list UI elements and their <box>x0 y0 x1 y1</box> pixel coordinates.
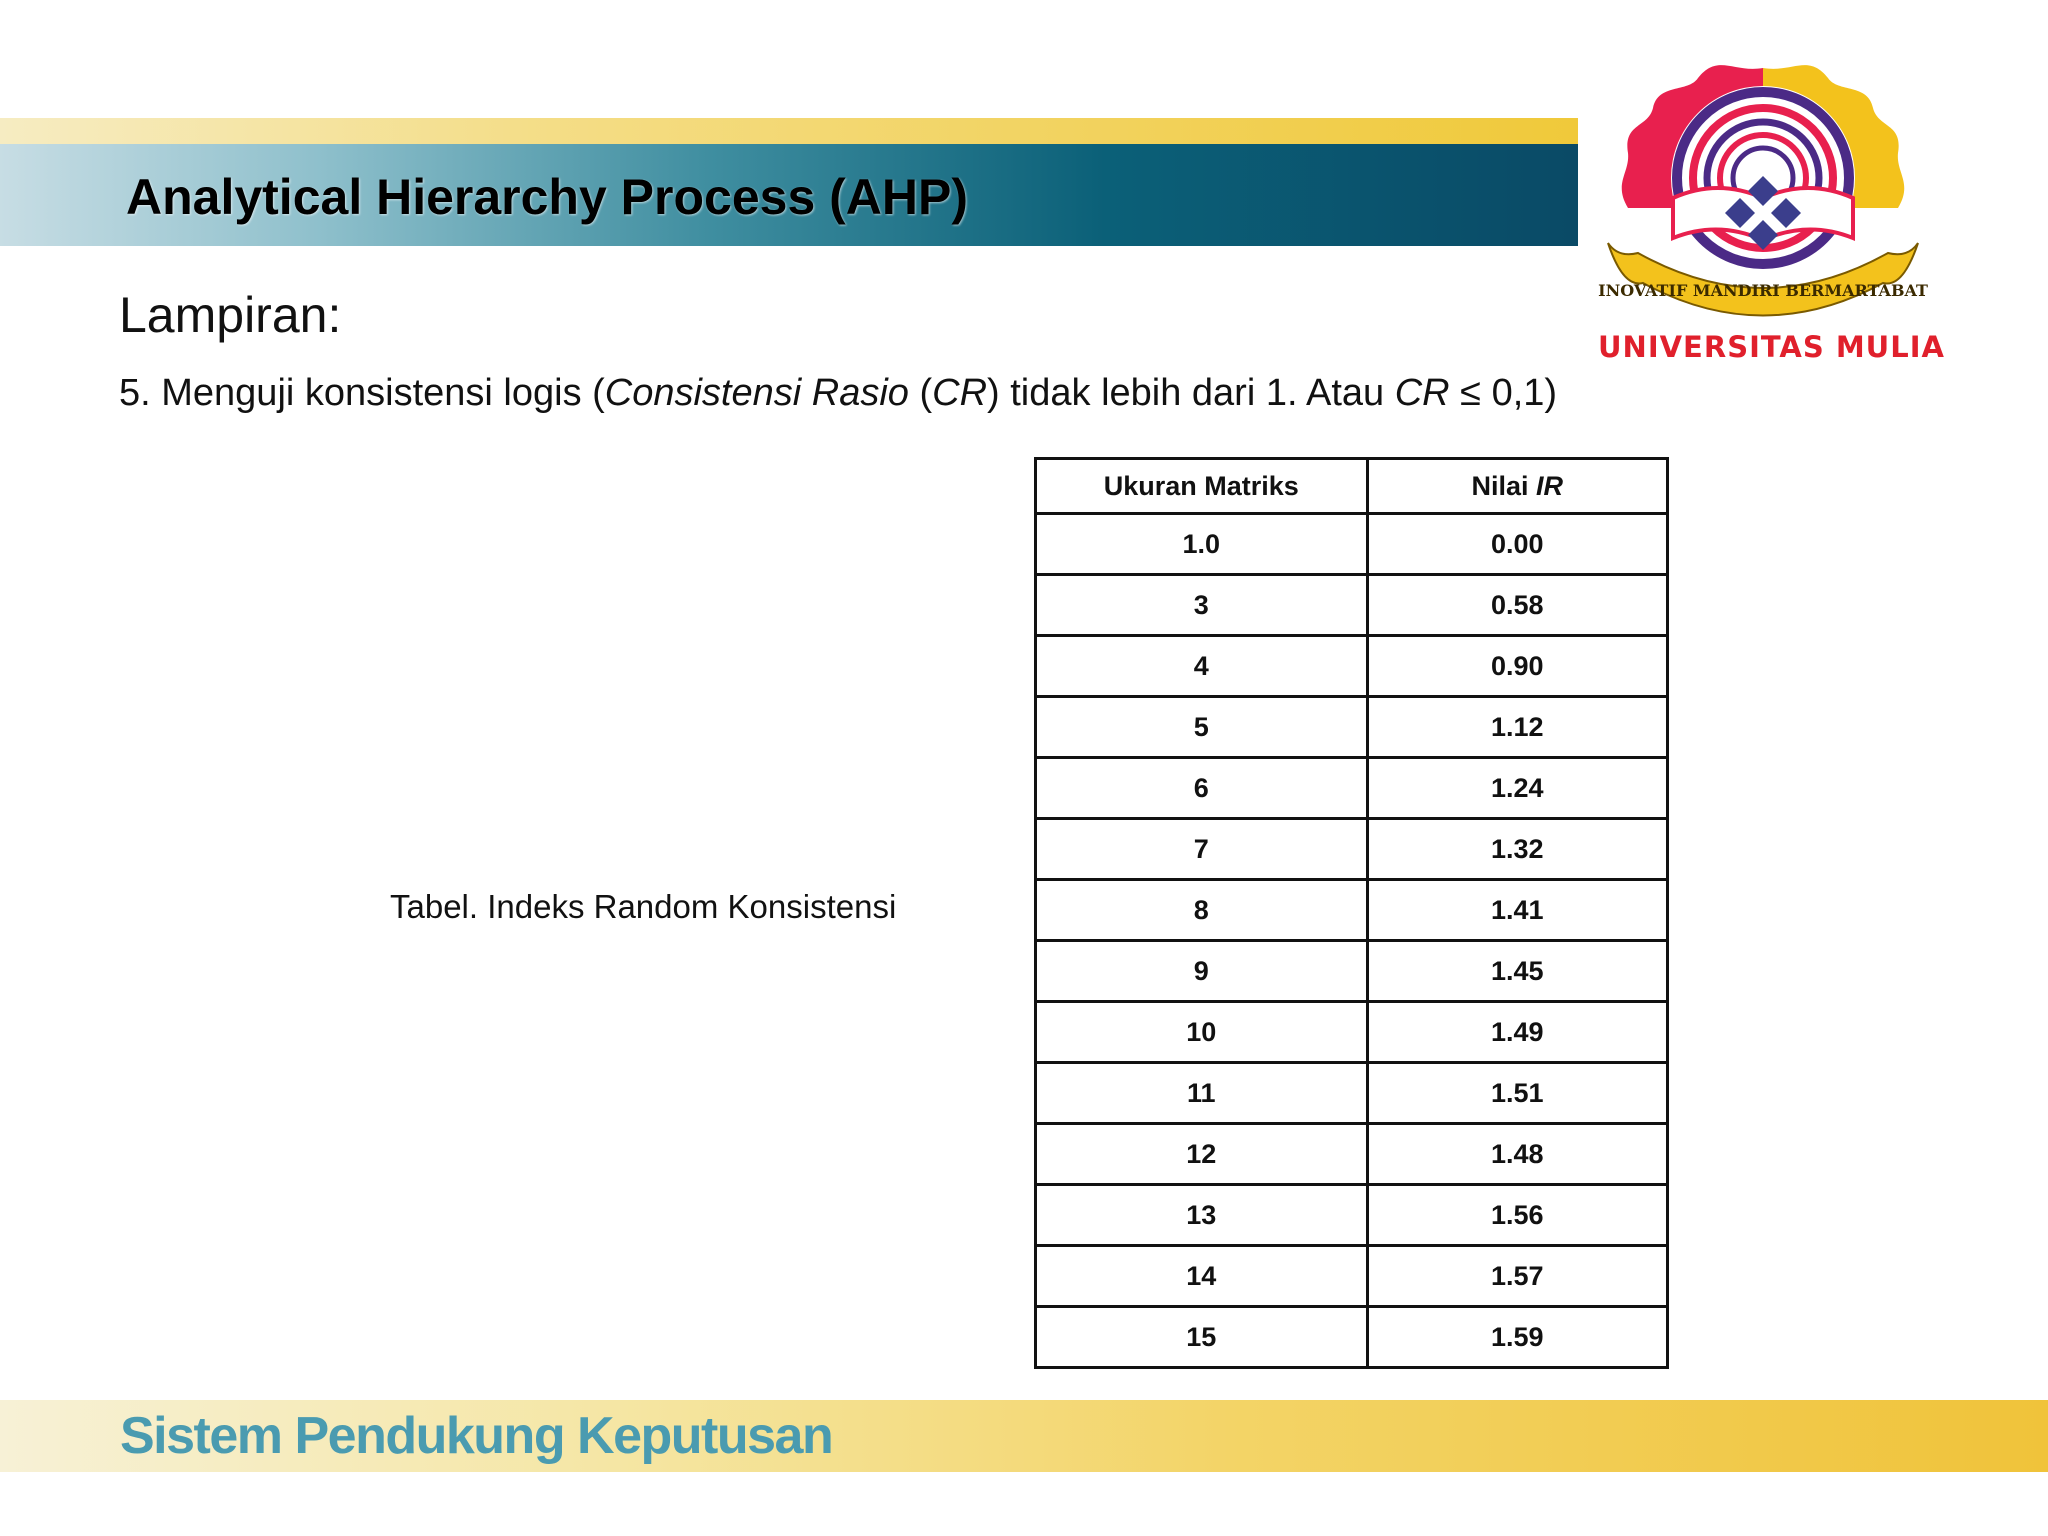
cell-size: 9 <box>1036 941 1368 1002</box>
cell-size: 10 <box>1036 1002 1368 1063</box>
cell-ir: 1.56 <box>1367 1185 1667 1246</box>
footer-title: Sistem Pendukung Keputusan <box>120 1407 833 1465</box>
header-gold-strip <box>0 118 1578 144</box>
table-row <box>1036 1124 1668 1185</box>
point-mid1: ( <box>908 372 933 414</box>
point-term: Consistensi Rasio <box>604 372 909 414</box>
table-row <box>1036 1002 1668 1063</box>
header-nilai-label: Nilai <box>1471 470 1537 501</box>
table-row <box>1036 1063 1668 1124</box>
cell-size: 14 <box>1036 1246 1368 1307</box>
university-emblem-icon <box>1598 48 1928 328</box>
cell-ir: 1.59 <box>1367 1307 1667 1368</box>
point-suffix: ≤ 0,1) <box>1449 372 1558 414</box>
cell-size: 8 <box>1036 880 1368 941</box>
university-name: UNIVERSITAS MULIA <box>1598 330 1945 364</box>
cell-ir: 1.51 <box>1367 1063 1667 1124</box>
table-header-row <box>1036 459 1668 514</box>
cell-ir: 1.57 <box>1367 1246 1667 1307</box>
cell-ir: 1.41 <box>1367 880 1667 941</box>
table-row <box>1036 1246 1668 1307</box>
page-title: Analytical Hierarchy Process (AHP) <box>126 169 969 225</box>
cell-ir: 0.00 <box>1367 514 1667 575</box>
footer-band <box>0 1400 2048 1472</box>
cell-ir: 1.49 <box>1367 1002 1667 1063</box>
cell-size: 13 <box>1036 1185 1368 1246</box>
table-row <box>1036 636 1668 697</box>
table-row <box>1036 697 1668 758</box>
cell-ir: 1.32 <box>1367 819 1667 880</box>
table-row <box>1036 941 1668 1002</box>
cell-ir: 1.48 <box>1367 1124 1667 1185</box>
header-nilai-ir <box>1367 459 1667 514</box>
header-ir-var: IR <box>1536 470 1564 501</box>
cell-size: 5 <box>1036 697 1368 758</box>
table-row <box>1036 880 1668 941</box>
point-prefix: 5. Menguji konsistensi logis ( <box>119 372 605 414</box>
table-row <box>1036 1307 1668 1368</box>
university-logo <box>1598 48 1945 368</box>
point-abbr2: CR <box>1394 372 1450 414</box>
table-row <box>1036 514 1668 575</box>
random-index-table <box>1034 457 1669 1369</box>
cell-size: 7 <box>1036 819 1368 880</box>
point-text <box>119 372 1557 415</box>
cell-size: 12 <box>1036 1124 1368 1185</box>
cell-ir: 0.90 <box>1367 636 1667 697</box>
cell-ir: 1.45 <box>1367 941 1667 1002</box>
table-caption: Tabel. Indeks Random Konsistensi <box>390 888 897 925</box>
table-row <box>1036 1185 1668 1246</box>
table-row <box>1036 758 1668 819</box>
cell-size: 3 <box>1036 575 1368 636</box>
logo-motto: INOVATIF MANDIRI BERMARTABAT <box>1598 281 1928 300</box>
point-abbr: CR <box>932 372 988 414</box>
cell-size: 1.0 <box>1036 514 1368 575</box>
cell-ir: 0.58 <box>1367 575 1667 636</box>
cell-size: 11 <box>1036 1063 1368 1124</box>
header-ukuran-matriks: Ukuran Matriks <box>1036 459 1368 514</box>
header-band <box>0 118 1578 246</box>
table-row <box>1036 575 1668 636</box>
table-row <box>1036 819 1668 880</box>
cell-size: 6 <box>1036 758 1368 819</box>
cell-size: 15 <box>1036 1307 1368 1368</box>
point-mid2: ) tidak lebih dari 1. Atau <box>987 372 1395 414</box>
section-heading: Lampiran: <box>119 287 342 343</box>
cell-ir: 1.24 <box>1367 758 1667 819</box>
cell-ir: 1.12 <box>1367 697 1667 758</box>
cell-size: 4 <box>1036 636 1368 697</box>
